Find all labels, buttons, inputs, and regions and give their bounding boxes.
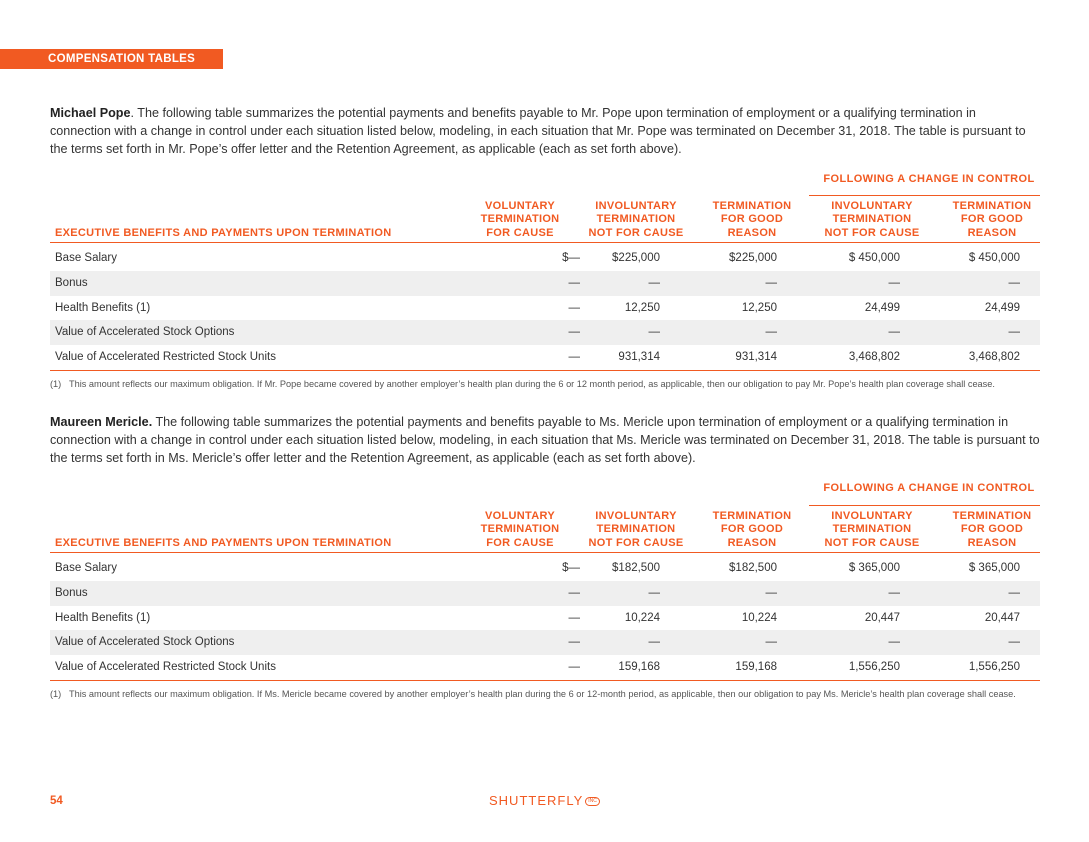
column-header-line: EXECUTIVE BENEFITS AND PAYMENTS UPON TERMINATION — [55, 226, 392, 239]
column-header-line: TERMINATION — [952, 199, 1032, 212]
column-header-line: TERMINATION — [596, 523, 676, 535]
column-header — [55, 537, 435, 551]
intro-text: The following table summarizes the potential payments and benefits payable to Ms. Mericle upon termination of employment or a qualifying termination in connection with a change in control under each situation listed below, modeling, in each situation that Ms. Mericle was terminated on December 31, 2018. The table is pursuant to the terms set forth in Ms. Mericle’s offer letter and the Retention Agreement, as applicable (each as set forth above). — [50, 415, 1040, 465]
value-cell: — — [568, 661, 580, 674]
value-cell: 24,499 — [864, 301, 900, 314]
value-cell: — — [1008, 326, 1020, 339]
intro-paragraph-mericle — [50, 413, 1040, 467]
value-cell: 12,250 — [741, 301, 777, 314]
row-label: Bonus — [55, 586, 88, 599]
column-header-line: TERMINATION — [712, 199, 792, 212]
value-cell: — — [765, 586, 777, 599]
value-cell: — — [648, 276, 660, 289]
name-suffix: . — [130, 106, 134, 120]
value-cell: 1,556,250 — [968, 661, 1020, 674]
column-header — [55, 227, 435, 241]
column-header-line: TERMINATION — [952, 509, 1032, 522]
table-header — [50, 506, 1040, 553]
value-cell: — — [1008, 276, 1020, 289]
group-header: FOLLOWING A CHANGE IN CONTROL — [823, 173, 1035, 185]
value-cell: — — [888, 586, 900, 599]
column-header — [702, 510, 802, 551]
value-cell: 159,168 — [735, 661, 777, 674]
column-header-line: VOLUNTARY — [485, 199, 555, 212]
value-cell: — — [568, 636, 580, 649]
column-header-line: INVOLUNTARY — [595, 509, 677, 522]
intro-text: The following table summarizes the potential payments and benefits payable to Mr. Pope upon termination of employment or a qualifying termination in connection with a change in control under each situation listed below, modeling, in each situation that Mr. Pope was terminated on December 31, 2018. The table is pursuant to the terms set forth in Mr. Pope’s offer letter and the Retention Agreement, as applicable (each as set forth above). — [50, 106, 1026, 156]
table-row — [50, 655, 1040, 680]
table-row — [50, 246, 1040, 271]
column-header-line: EXECUTIVE BENEFITS AND PAYMENTS UPON TERMINATION — [55, 536, 392, 549]
value-cell: — — [765, 326, 777, 339]
column-header — [702, 200, 802, 241]
table-body — [50, 246, 1040, 371]
column-header — [942, 510, 1042, 551]
table-body — [50, 556, 1040, 681]
column-header-line: TERMINATION — [832, 523, 912, 535]
value-cell: $182,500 — [612, 562, 660, 574]
value-cell: — — [568, 326, 580, 339]
column-header — [470, 200, 570, 241]
footnote-marker: (1) — [50, 379, 62, 389]
value-cell: 1,556,250 — [848, 661, 900, 674]
section-tab: COMPENSATION TABLES — [0, 49, 223, 69]
table-header — [50, 196, 1040, 243]
footnote-text: This amount reflects our maximum obligation. If Ms. Mericle became covered by another employer’s health plan during the 6 or 12-month period, as applicable, then our obligation to pay Ms. Mericle’s health plan coverage shall cease. — [69, 689, 1016, 699]
page-number: 54 — [50, 795, 63, 807]
column-header-line: TERMINATION — [832, 213, 912, 225]
column-header-line: FOR GOOD — [720, 523, 784, 535]
brand-wordmark: SHUTTERFLY — [489, 793, 584, 808]
value-cell: $ 450,000 — [968, 252, 1020, 264]
column-header-line: VOLUNTARY — [485, 509, 555, 522]
column-header-line: FOR GOOD — [960, 523, 1024, 535]
column-header-line: REASON — [967, 536, 1017, 549]
column-header-line: TERMINATION — [596, 213, 676, 225]
value-cell: $225,000 — [729, 252, 777, 264]
value-cell: 931,314 — [618, 351, 660, 364]
executive-name: Maureen Mericle. — [50, 415, 153, 429]
column-header — [813, 510, 931, 551]
value-cell: $ 450,000 — [848, 252, 900, 264]
group-header: FOLLOWING A CHANGE IN CONTROL — [823, 482, 1035, 494]
value-cell: 10,224 — [624, 611, 660, 624]
value-cell: 12,250 — [624, 301, 660, 314]
table-row — [50, 606, 1040, 631]
row-label: Value of Accelerated Restricted Stock Units — [55, 351, 276, 364]
column-header-line: FOR CAUSE — [486, 536, 554, 549]
footnote-marker: (1) — [50, 689, 62, 699]
column-header-line: TERMINATION — [480, 523, 560, 535]
value-cell: — — [888, 326, 900, 339]
value-cell: $ 365,000 — [968, 562, 1020, 574]
column-header-line: FOR GOOD — [960, 213, 1024, 225]
row-label: Base Salary — [55, 252, 118, 264]
column-header-line: REASON — [727, 536, 777, 549]
value-cell: 3,468,802 — [968, 351, 1020, 364]
table-row — [50, 556, 1040, 581]
value-cell: — — [568, 301, 580, 314]
value-cell: — — [888, 276, 900, 289]
column-header-line: NOT FOR CAUSE — [588, 536, 684, 549]
value-cell: — — [568, 611, 580, 624]
column-header — [577, 510, 695, 551]
row-label: Value of Accelerated Stock Options — [55, 326, 235, 339]
row-label: Value of Accelerated Stock Options — [55, 636, 235, 649]
table-row — [50, 271, 1040, 296]
value-cell: — — [765, 636, 777, 649]
value-cell: — — [1008, 636, 1020, 649]
value-cell: — — [648, 636, 660, 649]
table-row — [50, 581, 1040, 606]
column-header-line: INVOLUNTARY — [831, 509, 913, 522]
table-row — [50, 345, 1040, 370]
column-header — [577, 200, 695, 241]
value-cell: — — [648, 586, 660, 599]
column-header-line: INVOLUNTARY — [831, 199, 913, 212]
value-cell: 10,224 — [741, 611, 777, 624]
value-cell: — — [568, 586, 580, 599]
column-header-line: NOT FOR CAUSE — [824, 536, 920, 549]
executive-name: Michael Pope — [50, 106, 131, 120]
value-cell: 159,168 — [618, 661, 660, 674]
column-header — [942, 200, 1042, 241]
row-label: Bonus — [55, 276, 88, 289]
column-header-line: TERMINATION — [712, 509, 792, 522]
value-cell: — — [888, 636, 900, 649]
table-row — [50, 320, 1040, 345]
value-cell: 931,314 — [735, 351, 777, 364]
column-header-line: NOT FOR CAUSE — [824, 226, 920, 239]
footnote — [50, 688, 1035, 701]
column-header-line: INVOLUNTARY — [595, 199, 677, 212]
intro-paragraph-pope — [50, 104, 1040, 158]
footnote-text: This amount reflects our maximum obligation. If Mr. Pope became covered by another employer’s health plan during the 6 or 12 month period, as applicable, then our obligation to pay Mr. Pope’s health plan coverage shall cease. — [69, 379, 995, 389]
value-cell: 24,499 — [984, 301, 1020, 314]
column-header-line: FOR CAUSE — [486, 226, 554, 239]
value-cell: — — [568, 351, 580, 364]
value-cell: $ 365,000 — [848, 562, 900, 574]
row-label: Health Benefits (1) — [55, 301, 151, 314]
row-label: Health Benefits (1) — [55, 611, 151, 624]
value-cell: $225,000 — [612, 252, 660, 264]
value-cell: $— — [562, 252, 580, 264]
value-cell: — — [568, 276, 580, 289]
column-header — [470, 510, 570, 551]
column-header — [813, 200, 931, 241]
column-header-line: TERMINATION — [480, 213, 560, 225]
value-cell: 20,447 — [984, 611, 1020, 624]
value-cell: — — [765, 276, 777, 289]
column-header-line: FOR GOOD — [720, 213, 784, 225]
column-header-line: NOT FOR CAUSE — [588, 226, 684, 239]
value-cell: 20,447 — [864, 611, 900, 624]
column-header-line: REASON — [967, 226, 1017, 239]
value-cell: — — [1008, 586, 1020, 599]
row-label: Value of Accelerated Restricted Stock Units — [55, 661, 276, 674]
column-header-line: REASON — [727, 226, 777, 239]
brand-badge: INC — [585, 797, 600, 806]
value-cell: 3,468,802 — [848, 351, 900, 364]
value-cell: $— — [562, 562, 580, 574]
table-row — [50, 630, 1040, 655]
footnote — [50, 378, 1035, 391]
table-row — [50, 296, 1040, 321]
row-label: Base Salary — [55, 562, 118, 574]
value-cell: $182,500 — [729, 562, 777, 574]
value-cell: — — [648, 326, 660, 339]
brand-logo — [489, 793, 600, 808]
